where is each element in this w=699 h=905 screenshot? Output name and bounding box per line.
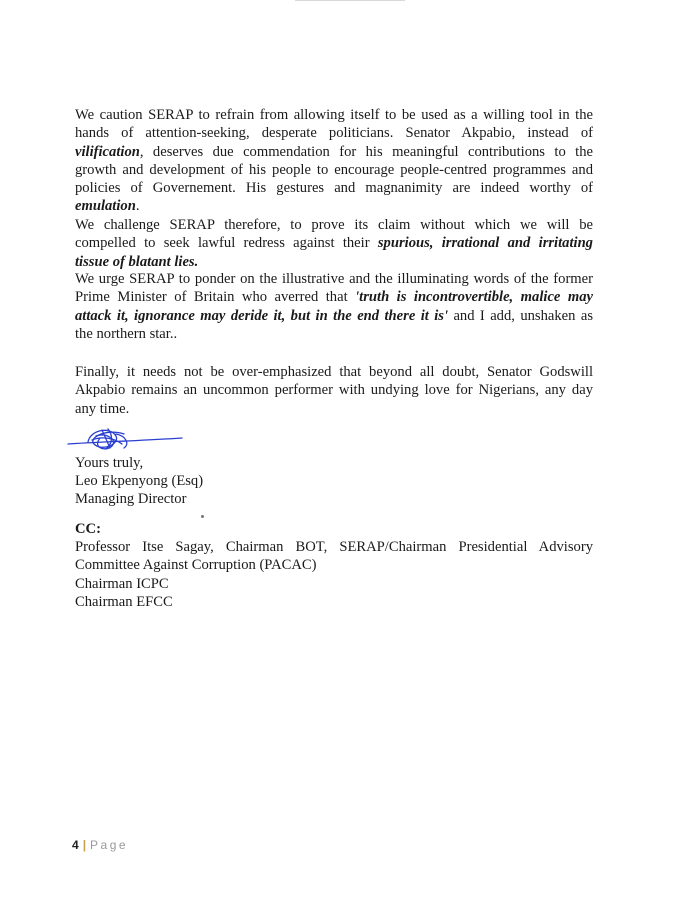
text-run: We urge SERAP to ponder on the illustrative and the illuminating words of the former	[75, 271, 593, 287]
footer-separator: |	[82, 838, 87, 852]
signatory-title: Managing Director	[75, 491, 187, 507]
paragraph-urge	[75, 270, 593, 343]
paragraph-urge-line	[75, 307, 593, 325]
signature-image	[66, 422, 184, 456]
paragraph-finally-line	[75, 363, 593, 381]
cc-list	[75, 538, 593, 611]
text-run: hands of attention-seeking, desperate politicians. Senator Akpabio, instead of	[75, 125, 593, 142]
text-run: Chairman EFCC	[75, 593, 173, 610]
paragraph-urge-line	[75, 325, 593, 343]
paragraph-caution	[75, 106, 593, 216]
cc-list-line	[75, 538, 593, 556]
emphasized-text: 'truth is incontrovertible, malice may	[355, 289, 593, 306]
text-run: compelled to seek lawful redress against their	[75, 235, 378, 252]
scan-edge-mark	[295, 0, 405, 1]
text-run: Akpabio remains an uncommon performer with undying love for Nigerians, any day	[75, 382, 593, 399]
page-number: 4	[72, 838, 79, 852]
paragraph-finally-line	[75, 400, 593, 418]
paragraph-challenge-line	[75, 216, 593, 234]
text-run: Finally, it needs not be over-emphasized that beyond all doubt, Senator Godswill	[75, 364, 593, 380]
text-run: , deserves due commendation for his meaningful contributions to the	[139, 143, 593, 160]
paragraph-urge-line	[75, 288, 593, 306]
signatory-name: Leo Ekpenyong (Esq)	[75, 473, 204, 489]
text-run: any time.	[75, 400, 130, 417]
paragraph-caution-line	[75, 197, 593, 215]
scan-speck	[201, 515, 204, 518]
page-footer	[72, 838, 128, 852]
text-run: policies of Governement. His gestures and magnanimity are indeed worthy of	[75, 180, 593, 197]
text-run: Professor Itse Sagay, Chairman BOT, SERAP/Chairman Presidential Advisory	[75, 539, 593, 555]
paragraph-caution-line	[75, 106, 593, 124]
paragraph-challenge	[75, 216, 593, 271]
emphasized-text: spurious, irrational and irritating	[377, 235, 593, 252]
cc-list-line	[75, 556, 593, 574]
text-run: and I add, unshaken as	[448, 307, 594, 324]
paragraph-caution-line	[75, 143, 593, 161]
paragraph-challenge-line	[75, 234, 593, 252]
text-run: growth and development of his people to encourage people-centred programmes and	[75, 161, 593, 178]
paragraph-challenge-line	[75, 253, 593, 271]
text-run: the northern star..	[75, 325, 178, 342]
emphasized-text: attack it, ignorance may deride it, but in the end there it is'	[75, 307, 449, 324]
text-run: .	[135, 198, 140, 215]
text-run: Prime Minister of Britain who averred that	[75, 289, 356, 306]
paragraph-caution-line	[75, 124, 593, 142]
paragraph-finally-line	[75, 381, 593, 399]
paragraph-finally	[75, 363, 593, 418]
text-run: Chairman ICPC	[75, 575, 169, 592]
emphasized-text: emulation	[75, 198, 136, 215]
text-run: Committee Against Corruption (PACAC)	[75, 557, 317, 574]
text-run: We caution SERAP to refrain from allowing itself to be used as a willing tool in the	[75, 107, 593, 123]
paragraph-urge-line	[75, 270, 593, 288]
cc-list-line	[75, 575, 593, 593]
closing-salutation: Yours truly,	[75, 455, 144, 471]
text-run: We challenge SERAP therefore, to prove its claim without which we will be	[75, 217, 593, 233]
paragraph-caution-line	[75, 179, 593, 197]
cc-heading: CC:	[75, 521, 101, 537]
page-label: Page	[90, 838, 129, 852]
cc-list-line	[75, 593, 593, 611]
emphasized-text: vilification	[75, 143, 140, 160]
paragraph-caution-line	[75, 161, 593, 179]
emphasized-text: tissue of blatant lies.	[75, 253, 199, 270]
